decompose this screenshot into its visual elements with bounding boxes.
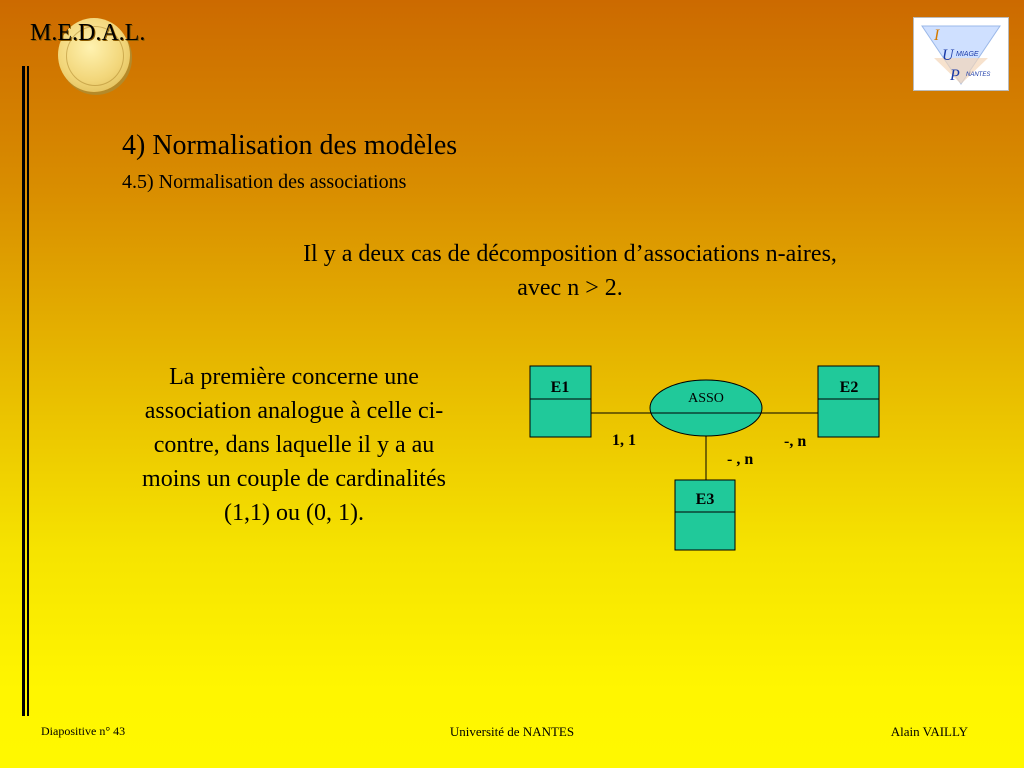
footer-institution: Université de NANTES: [449, 724, 575, 739]
footer-author: Alain VAILLY: [890, 724, 968, 739]
description-paragraph: La première concerne une association analogue à celle ci-contre, dans laquelle il y a au moins un couple de cardinalités (1,1) ou (0, 1).: [142, 364, 446, 526]
logo-letter-u: U: [942, 47, 954, 64]
medal-label: M.E.D.A.L.: [30, 20, 146, 46]
association-ellipse: [650, 380, 762, 436]
logo-letter-p: P: [950, 67, 960, 84]
cardinality-e2: -, n: [784, 433, 807, 450]
entity-e1-box: [530, 366, 591, 437]
logo-text-miage: MIAGE: [956, 51, 979, 58]
intro-paragraph: [230, 237, 910, 305]
intro-line-1: Il y a deux cas de décomposition d’associations n-aires,: [303, 241, 837, 267]
entity-e1-label: E1: [550, 379, 570, 396]
entity-e2: [818, 366, 879, 437]
logo-text-nantes: NANTES: [966, 72, 991, 78]
cardinality-e1: 1, 1: [612, 432, 636, 449]
entity-e1: [530, 366, 591, 437]
slide-title: 4) Normalisation des modèles: [122, 130, 458, 161]
association-asso: [650, 380, 762, 436]
entity-e2-box: [818, 366, 879, 437]
slide-subtitle: 4.5) Normalisation des associations: [122, 171, 407, 193]
left-border-bar-inner: [27, 66, 29, 716]
iup-miage-logo-graphic: [914, 18, 1008, 90]
logo-letter-i: I: [934, 27, 940, 44]
entity-e3-label: E3: [695, 491, 715, 508]
entity-e3: [675, 480, 735, 550]
association-label: ASSO: [688, 391, 724, 406]
iup-miage-logo: [913, 17, 1009, 91]
intro-line-2: avec n > 2.: [517, 275, 623, 301]
left-border-bar: [22, 66, 25, 716]
footer-slide-number: Diapositive n° 43: [41, 724, 126, 738]
entity-e2-label: E2: [839, 379, 859, 396]
cardinality-e3: - , n: [727, 451, 754, 468]
